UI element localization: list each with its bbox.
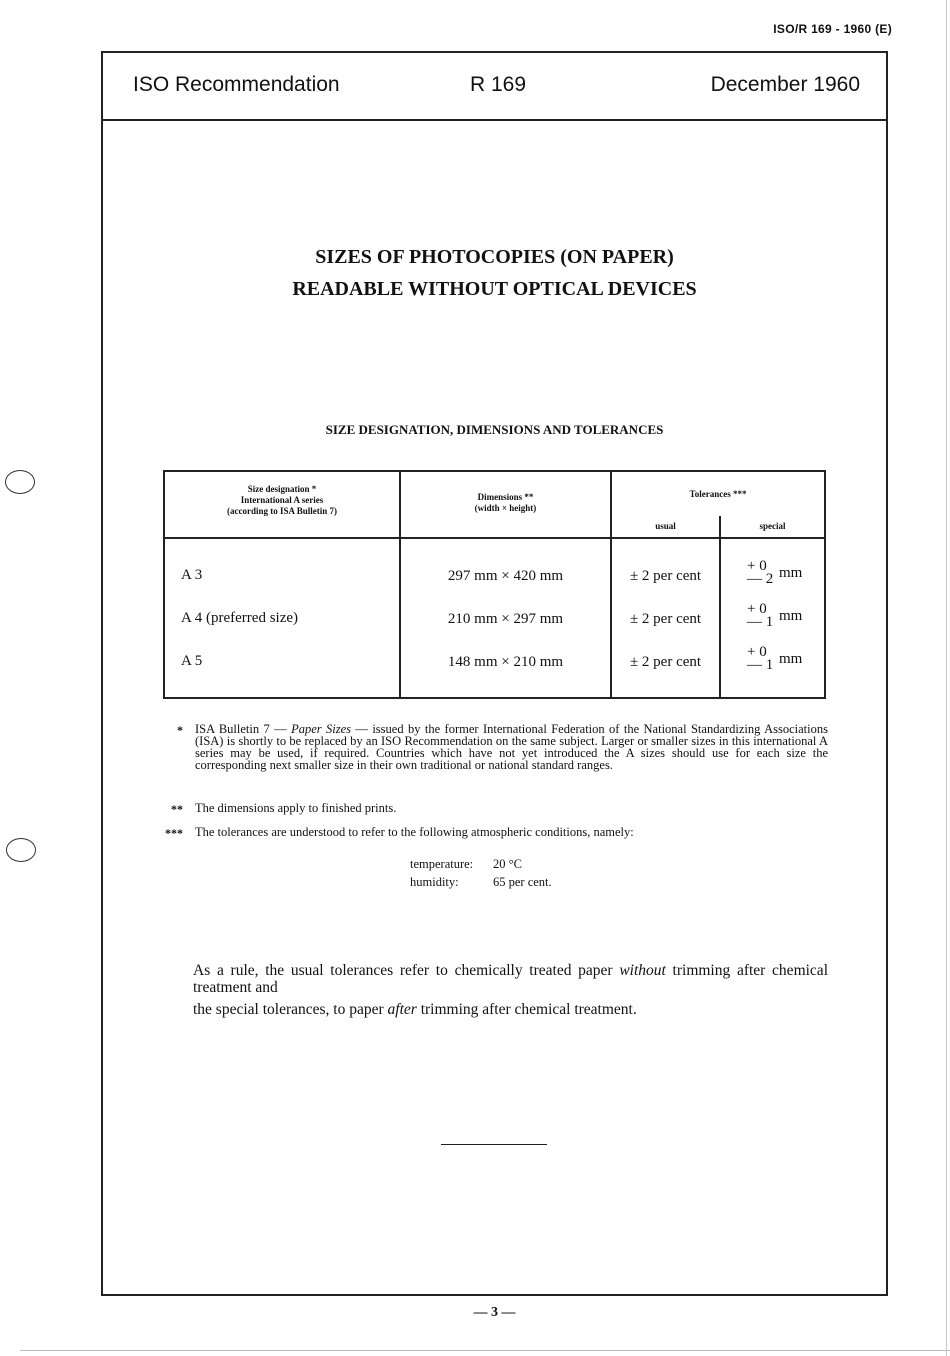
punch-hole xyxy=(5,470,35,494)
humidity-value: 65 per cent. xyxy=(493,875,552,889)
paragraph-usual-tolerances: As a rule, the usual tolerances refer to chemically treated paper without trimming after chemical treatment and xyxy=(193,962,828,996)
footnote-3: The tolerances are understood to refer to the following atmospheric conditions, namely: xyxy=(195,825,634,839)
title-line-1: SIZES OF PHOTOCOPIES (ON PAPER) xyxy=(315,246,674,268)
title-line-2: READABLE WITHOUT OPTICAL DEVICES xyxy=(292,278,697,300)
header-usual: usual xyxy=(655,521,676,531)
row-size-a5: A 5 xyxy=(181,653,203,669)
table-subtitle: SIZE DESIGNATION, DIMENSIONS AND TOLERANCES xyxy=(325,422,664,437)
table-col-divider xyxy=(719,516,721,699)
header-dimensions: Dimensions ** (width × height) xyxy=(474,492,537,513)
temperature-label: temperature: xyxy=(410,857,474,871)
table-header-rule xyxy=(165,537,824,539)
footnote-2: The dimensions apply to finished prints. xyxy=(195,801,397,815)
header-special: special xyxy=(759,521,786,531)
page-number: — 3 — xyxy=(473,1305,516,1320)
row-size-a4: A 4 (preferred size) xyxy=(181,610,299,626)
header-iso-recommendation: ISO Recommendation xyxy=(133,73,340,96)
footnote-1: ISA Bulletin 7 — Paper Sizes — issued by the former International Federation of the National Standardizing Associations (ISA) is shortly to be replaced by an ISO Recommendation on the same subject. Larger or smaller sizes in this international A series may be used, if required. Countries which have not yet introduced the A sizes should use for each size the corresponding next smaller size in their own traditional or national standard ranges. xyxy=(195,722,828,772)
humidity-label: humidity: xyxy=(410,875,459,889)
row-usual-a5: ± 2 per cent xyxy=(629,654,702,670)
scan-edge xyxy=(20,1350,950,1351)
row-usual-a3: ± 2 per cent xyxy=(629,568,702,584)
scan-edge xyxy=(946,0,947,1356)
temperature-value: 20 °C xyxy=(493,857,522,871)
header-date: December 1960 xyxy=(710,73,860,96)
footnote-1-mark: * xyxy=(177,723,183,737)
punch-hole xyxy=(6,838,36,862)
sizes-table: Size designation * International A series (according to ISA Bulletin 7) Dimensions ** (width × height) Tolerances *** usual special A 3 297 mm × 420 mm ± 2 per cent + 0 — 2 mm A 4 (preferred size) 210 mm × 297 mm ± 2 per cent + 0 — 1 mm A 5 148 mm × 210 mm ± 2 per cent + 0 — 1 mm xyxy=(163,470,826,699)
row-size-a3: A 3 xyxy=(181,567,203,583)
header-rule xyxy=(101,119,888,121)
row-dims-a4: 210 mm × 297 mm xyxy=(447,611,564,627)
row-dims-a5: 148 mm × 210 mm xyxy=(447,654,564,670)
header-tolerances: Tolerances *** xyxy=(689,489,747,499)
footnote-3-mark: *** xyxy=(165,826,183,840)
document-code: ISO/R 169 - 1960 (E) xyxy=(773,22,892,36)
row-usual-a4: ± 2 per cent xyxy=(629,611,702,627)
paragraph-special-tolerances: the special tolerances, to paper after trimming after chemical treatment. xyxy=(193,1001,637,1018)
header-recommendation-number: R 169 xyxy=(470,73,527,96)
header-size-designation: Size designation * International A series (according to ISA Bulletin 7) xyxy=(226,484,337,516)
row-dims-a3: 297 mm × 420 mm xyxy=(447,568,564,584)
section-separator xyxy=(441,1144,547,1145)
footnote-2-mark: ** xyxy=(171,802,183,816)
